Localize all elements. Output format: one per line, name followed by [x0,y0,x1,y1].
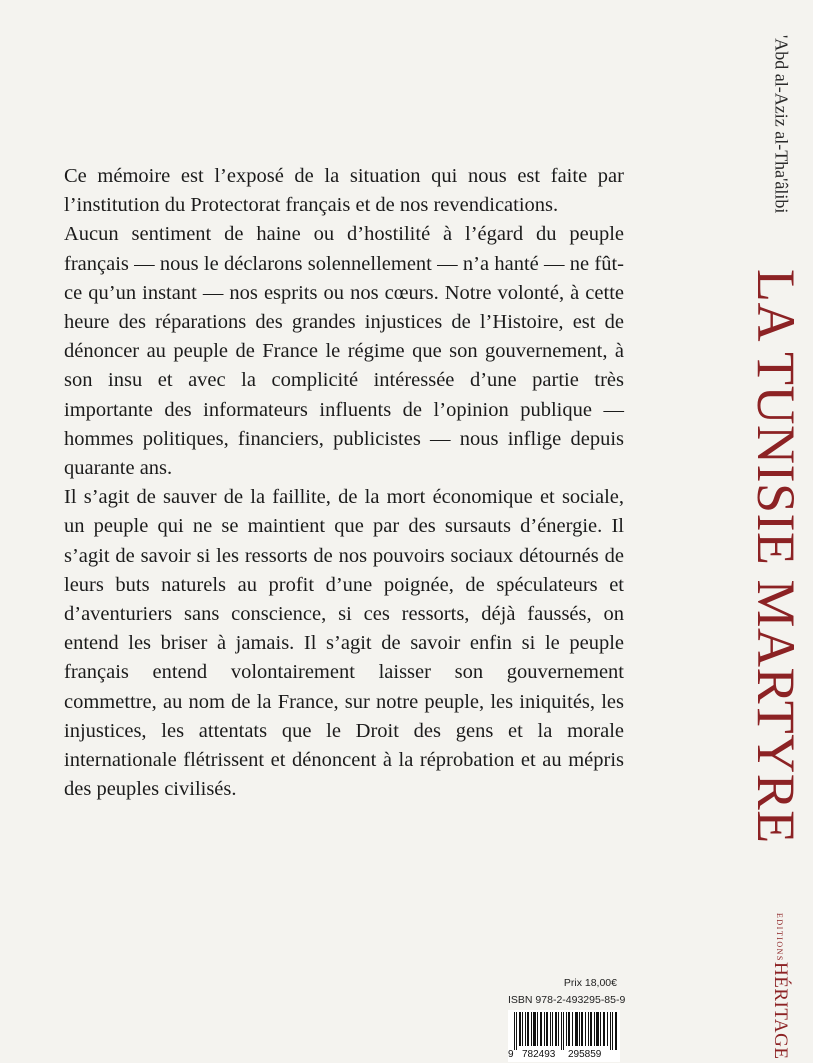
publisher-subtitle: EDITIONS [775,912,784,962]
spine-title: LA TUNISIE MARTYRE [746,268,806,844]
back-cover-blurb [64,162,624,804]
blurb-paragraph-3: Il s’agit de sauver de la faillite, de la mort économique et sociale, un peuple qui ne se maintient que par des sursauts d’énergie. Il s’agit de savoir si les ressorts de nos pouvoirs sociaux détournés de leurs buts naturels au profit d’une poignée, de spéculateurs et d’aventuriers sans conscience, si ces ressorts, déjà faussés, on entend les briser à jamais. Il s’agit de savoir enfin si le peuple français entend volontairement laisser son gouvernement commettre, au nom de la France, sur notre peuple, les iniquités, les injustices, les attentats que le Droit des gens et la morale internationale flétrissent et dénoncent à la réprobation et au mépris des peuples civilisés. [64,486,624,801]
isbn-label: ISBN 978-2-493295-85-9 [508,994,626,1006]
price-label: Prix 18,00€ [563,977,617,989]
barcode-icon [514,1012,617,1050]
barcode-digit-prefix: 9 [508,1049,514,1060]
publisher-logo [752,912,808,1060]
blurb-paragraph-1: Ce mémoire est l’exposé de la situation qui nous est faite par l’institution du Protectorat français et de nos revendications. [64,165,624,217]
barcode-block [508,1010,620,1062]
spine-author: 'Abd al-Aziz al-Tha'âlibi [771,34,792,214]
barcode-digit-group-2: 295859 [568,1049,602,1060]
barcode-digits [508,1049,620,1062]
publisher-name: HÉRITAGE [770,961,791,1060]
barcode-digit-group-1: 782493 [522,1049,556,1060]
blurb-paragraph-2: Aucun sentiment de haine ou d’hostilité à l’égard du peuple français — nous le déclarons solennellement — n’a hanté — ne fût-ce qu’un instant — nos esprits ou nos cœurs. Notre volonté, à cette heure des réparations des grandes injustices de l’Histoire, est de dénoncer au peuple de France le régime que son gouvernement, à son insu et avec la complicité intéressée d’une partie très importante des informateurs influents de l’opinion publique — hommes politiques, financiers, publicistes — nous inflige depuis quarante ans. [64,223,624,480]
